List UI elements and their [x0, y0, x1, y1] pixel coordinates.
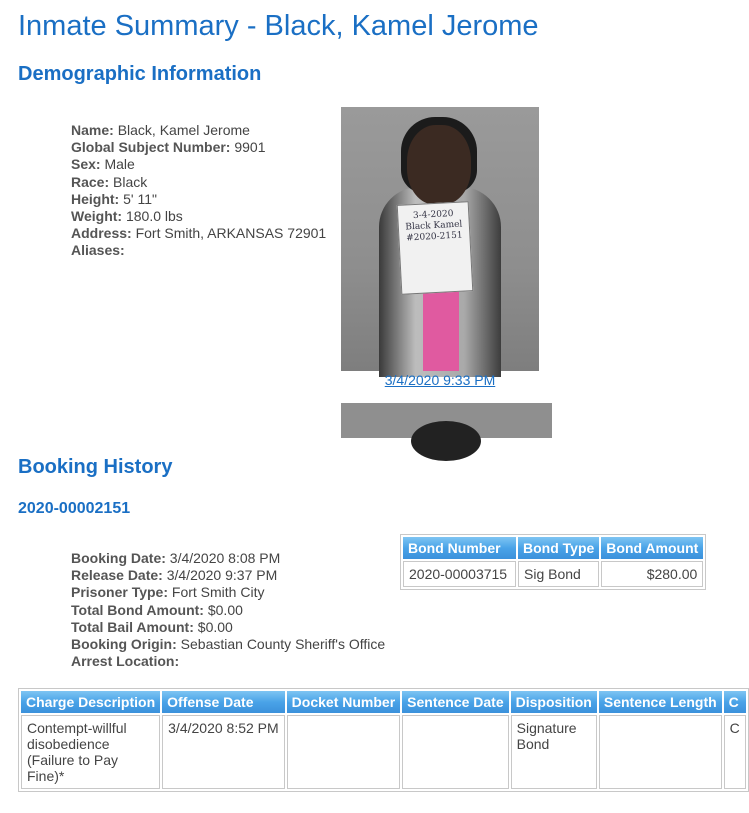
booking-date-label: Booking Date:	[71, 550, 166, 566]
sex-row	[71, 156, 326, 173]
name-label: Name:	[71, 122, 114, 138]
sentence-length-cell	[599, 715, 722, 789]
aliases-row	[71, 242, 326, 259]
booking-date-row	[71, 550, 385, 567]
name-value: Black, Kamel Jerome	[117, 122, 250, 138]
bond-number-header: Bond Number	[403, 537, 516, 559]
address-label: Address:	[71, 225, 132, 242]
booking-history-heading: Booking History	[18, 456, 173, 478]
global-subject-number-label: Global Subject Number:	[71, 139, 231, 156]
photo-date-link[interactable]: 3/4/2020 9:33 PM	[384, 372, 496, 388]
demographic-heading: Demographic Information	[18, 63, 262, 85]
page-title: Inmate Summary - Black, Kamel Jerome	[18, 10, 539, 42]
bond-header-row	[403, 537, 703, 559]
bond-amount-cell: $280.00	[601, 561, 703, 587]
charge-description-cell: Contempt-willful disobedience (Failure to Pay Fine)*	[21, 715, 160, 789]
total-bond-row	[71, 602, 385, 619]
total-bail-value: $0.00	[197, 618, 233, 635]
table-row	[403, 561, 703, 587]
weight-value: 180.0 lbs	[125, 208, 183, 225]
bond-type-cell: Sig Bond	[518, 561, 599, 587]
bond-amount-header: Bond Amount	[601, 537, 703, 559]
race-row	[71, 174, 326, 191]
charge-description-header: Charge Description	[21, 691, 160, 713]
release-date-row	[71, 567, 385, 584]
height-label: Height:	[71, 190, 120, 207]
sentence-date-cell	[402, 715, 508, 789]
offense-date-header: Offense Date	[162, 691, 285, 713]
board-line: Black Kamel	[405, 219, 463, 233]
board-line: 3-4-2020	[412, 208, 454, 222]
sex-value: Male	[104, 156, 135, 173]
aliases-label: Aliases:	[71, 242, 125, 259]
sentence-length-header: Sentence Length	[599, 691, 722, 713]
booking-origin-value: Sebastian County Sheriff's Office	[180, 636, 386, 653]
name-row	[71, 122, 326, 139]
arrest-location-row	[71, 653, 385, 670]
address-value: Fort Smith, ARKANSAS 72901	[135, 225, 327, 242]
booking-origin-label: Booking Origin:	[71, 636, 177, 653]
board-line: #2020-2151	[405, 230, 463, 244]
prisoner-type-value: Fort Smith City	[171, 584, 265, 601]
photo-shirt	[423, 287, 459, 371]
total-bond-value: $0.00	[207, 601, 243, 618]
release-date-label: Release Date:	[71, 567, 163, 584]
sex-label: Sex:	[71, 156, 101, 173]
prisoner-type-row	[71, 584, 385, 601]
race-label: Race:	[71, 173, 110, 190]
table-row	[21, 715, 746, 789]
total-bond-label: Total Bond Amount:	[71, 601, 204, 618]
photo-head	[407, 125, 471, 205]
bond-table	[400, 534, 706, 590]
total-bail-label: Total Bail Amount:	[71, 618, 194, 635]
arrest-location-label: Arrest Location:	[71, 653, 180, 670]
height-value: 5' 11"	[123, 190, 157, 207]
booking-number: 2020-00002151	[18, 500, 131, 517]
global-subject-number-row	[71, 139, 326, 156]
sentence-date-header: Sentence Date	[402, 691, 508, 713]
race-value: Black	[113, 173, 148, 190]
photo2-head	[411, 421, 481, 461]
disposition-header: Disposition	[511, 691, 597, 713]
booking-info	[71, 550, 385, 670]
weight-label: Weight:	[71, 208, 123, 225]
bond-number-cell: 2020-00003715	[403, 561, 516, 587]
weight-row	[71, 208, 326, 225]
booking-date-value: 3/4/2020 8:08 PM	[169, 550, 281, 566]
address-row	[71, 225, 326, 242]
bond-type-header: Bond Type	[518, 537, 599, 559]
global-subject-number-value: 9901	[234, 139, 266, 156]
demographic-info	[71, 122, 326, 260]
offense-date-cell: 3/4/2020 8:52 PM	[162, 715, 285, 789]
photo-name-board	[397, 201, 474, 295]
height-row	[71, 191, 326, 208]
prisoner-type-label: Prisoner Type:	[71, 584, 168, 601]
docket-number-cell	[287, 715, 400, 789]
release-date-value: 3/4/2020 9:37 PM	[166, 567, 278, 584]
disposition-cell: Signature Bond	[511, 715, 597, 789]
charge-header-row	[21, 691, 746, 713]
booking-origin-row	[71, 636, 385, 653]
clipped-column-cell: C	[724, 715, 746, 789]
charge-table	[18, 688, 749, 792]
clipped-column-header: C	[724, 691, 746, 713]
docket-number-header: Docket Number	[287, 691, 400, 713]
mugshot-photo[interactable]	[341, 107, 539, 371]
mugshot-photo-2[interactable]	[341, 403, 552, 438]
total-bail-row	[71, 619, 385, 636]
